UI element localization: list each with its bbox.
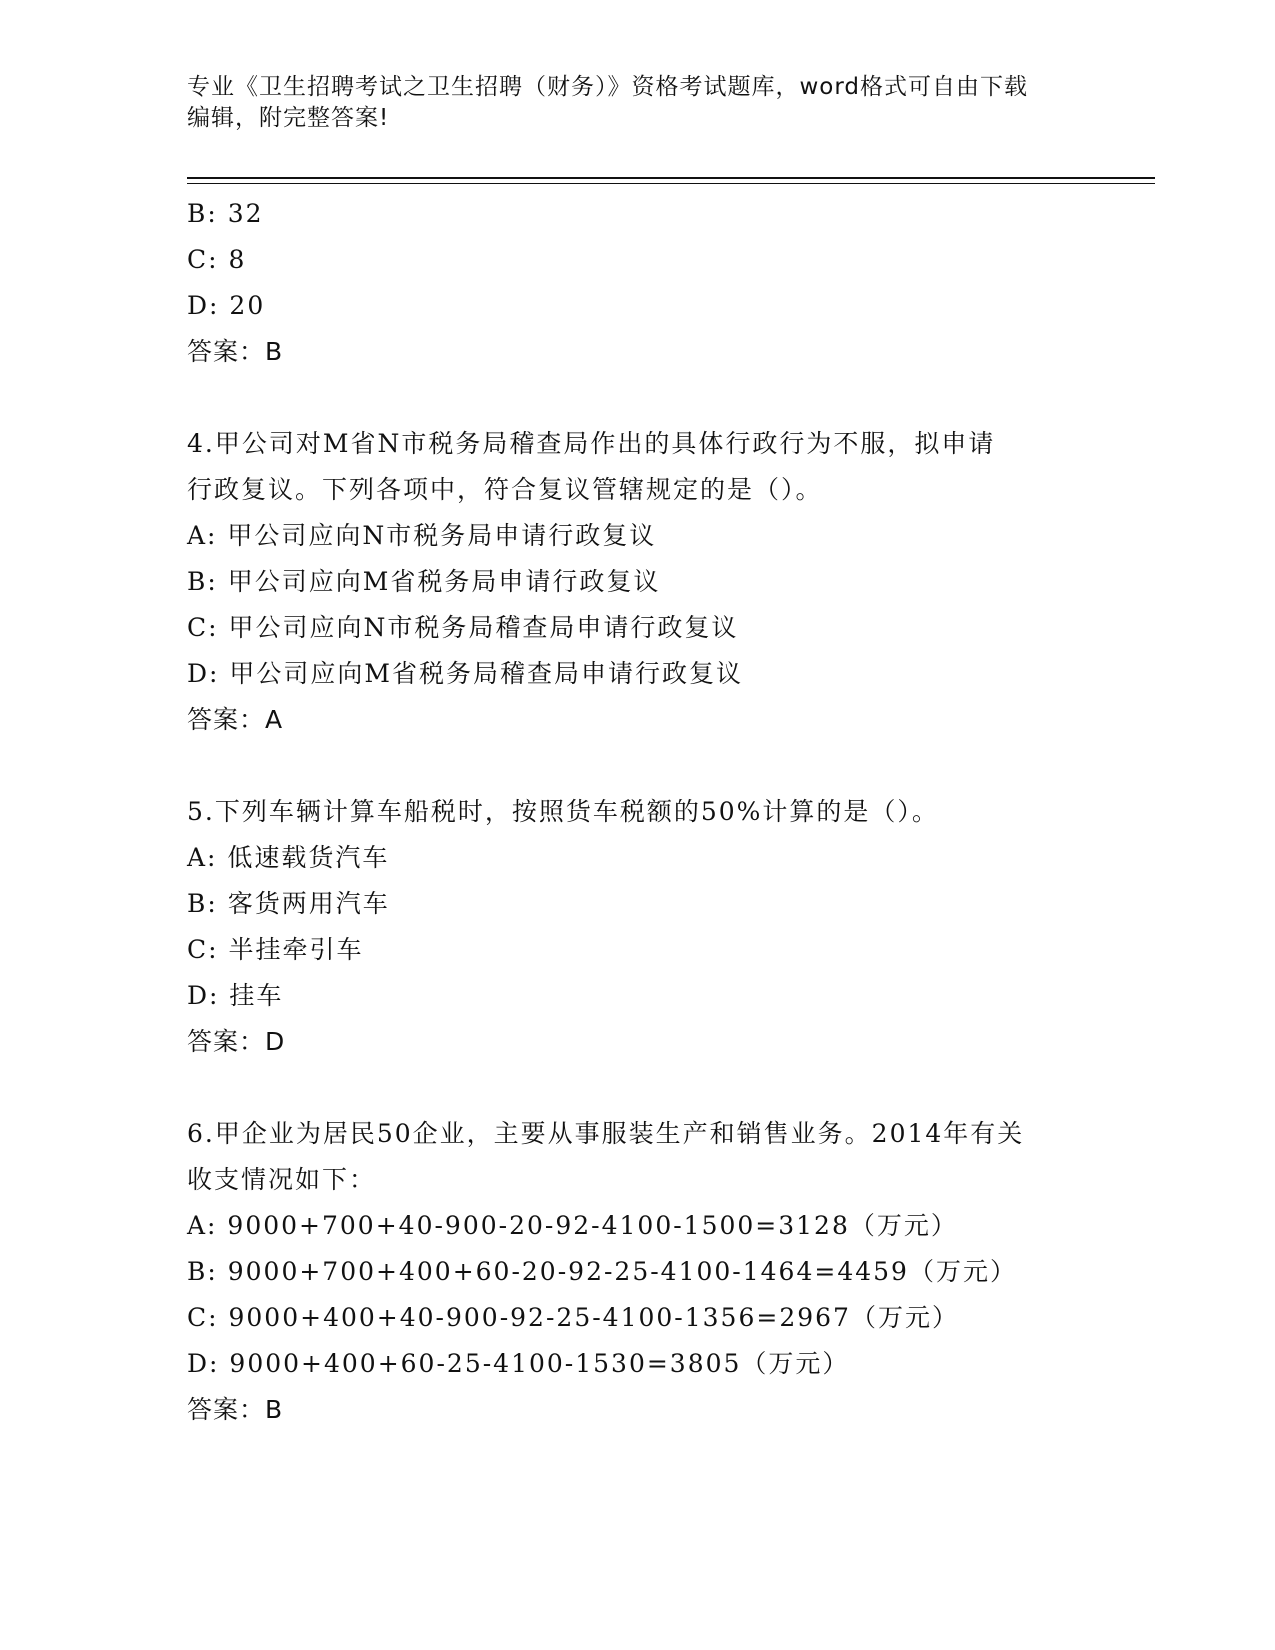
option-d: D: 9000+400+60-25-4100-1530=3805（万元） [187,1349,850,1378]
header-divider-thick [187,177,1155,179]
option-a: A: 低速载货汽车 [187,843,390,872]
question-stem-continued: 行政复议。下列各项中，符合复议管辖规定的是（）。 [187,475,823,504]
question-5 [187,789,1107,1065]
question-stem-continued: 收支情况如下： [187,1165,377,1194]
question-list [187,191,1107,1433]
answer-line: 答案：B [187,337,284,366]
option-d: D: 挂车 [187,981,284,1010]
question-6 [187,1111,1107,1433]
header-line-1: 专业《卫生招聘考试之卫生招聘（财务）》资格考试题库，word格式可自由下载 [187,74,1029,100]
header-line-2: 编辑，附完整答案! [187,105,390,131]
answer-line: 答案：A [187,705,284,734]
question-stem: 6.甲企业为居民50企业，主要从事服装生产和销售业务。2014年有关 [187,1119,1025,1148]
document-header [187,72,1087,134]
header-divider-thin [187,183,1155,184]
option-b: B: 32 [187,199,264,228]
option-c: C: 半挂牵引车 [187,935,364,964]
option-c: C: 甲公司应向N市税务局稽查局申请行政复议 [187,613,739,642]
option-a: A: 9000+700+40-900-20-92-4100-1500=3128（万元） [187,1211,958,1240]
answer-line: 答案：B [187,1395,284,1424]
question-stem: 5.下列车辆计算车船税时，按照货车税额的50%计算的是（）。 [187,797,939,826]
question-3 [187,191,1107,375]
option-d: D: 20 [187,291,266,320]
spacer [187,375,1107,421]
spacer [187,1065,1107,1111]
option-b: B: 甲公司应向M省税务局申请行政复议 [187,567,661,596]
question-4 [187,421,1107,743]
option-a: A: 甲公司应向N市税务局申请行政复议 [187,521,657,550]
question-stem: 4.甲公司对M省N市税务局稽查局作出的具体行政行为不服，拟申请 [187,429,996,458]
option-b: B: 客货两用汽车 [187,889,390,918]
answer-line: 答案：D [187,1027,286,1056]
spacer [187,743,1107,789]
option-b: B: 9000+700+400+60-20-92-25-4100-1464=4459（万元） [187,1257,1017,1286]
option-c: C: 9000+400+40-900-92-25-4100-1356=2967（万元） [187,1303,959,1332]
option-c: C: 8 [187,245,247,274]
option-d: D: 甲公司应向M省税务局稽查局申请行政复议 [187,659,744,688]
